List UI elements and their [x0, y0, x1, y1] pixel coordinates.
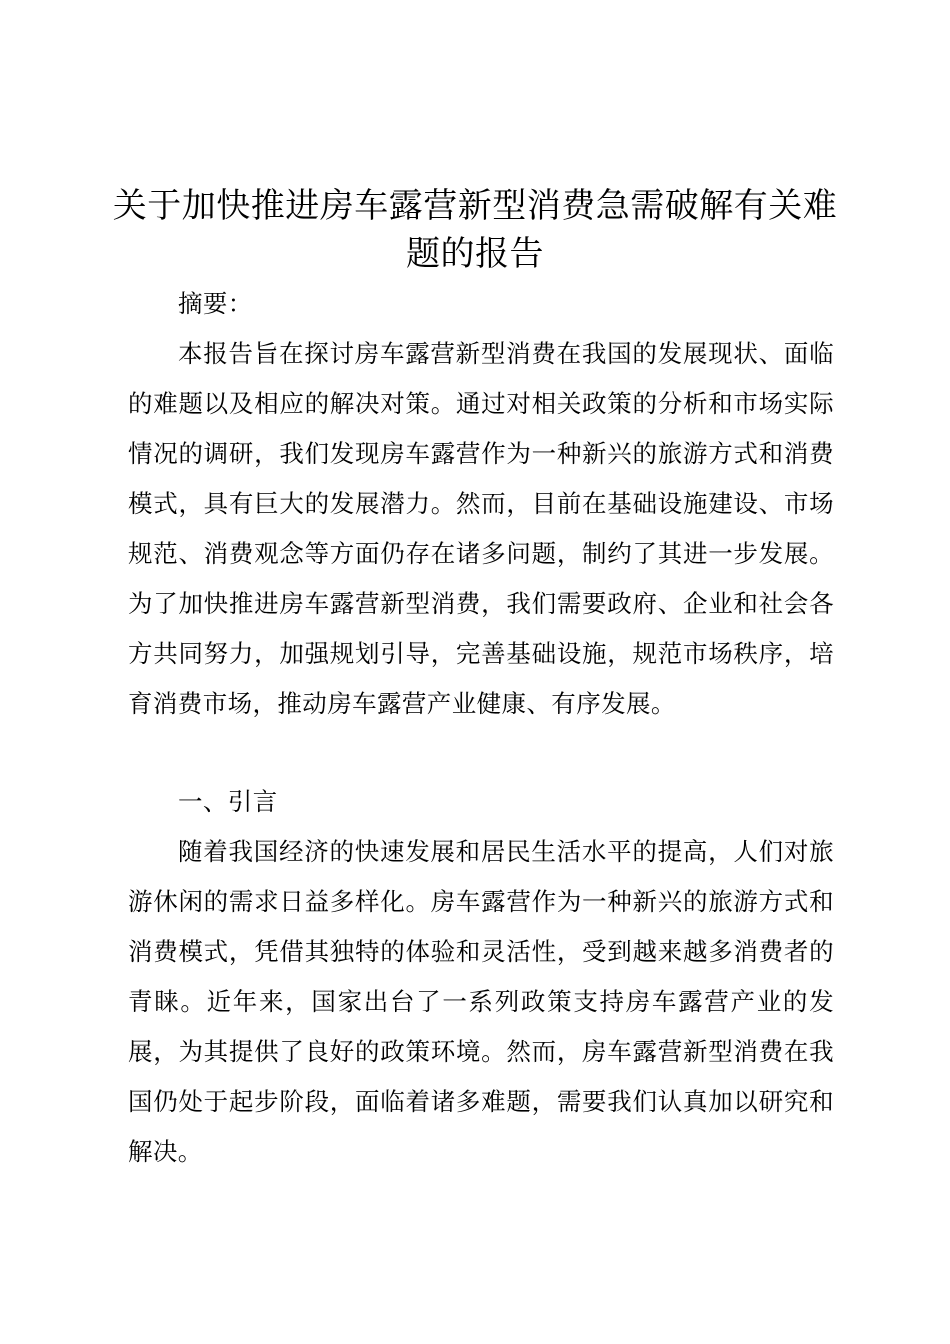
- abstract-label: 摘要：: [178, 289, 253, 318]
- introduction-paragraph: 随着我国经济的快速发展和居民生活水平的提高，人们对旅游休闲的需求日益多样化。房车露营作为一种新兴的旅游方式和消费模式，凭借其独特的体验和灵活性，受到越来越多消费者的青睐。近年来，国家出台了一系列政策支持房车露营产业的发展，为其提供了良好的政策环境。然而，房车露营新型消费在我国仍处于起步阶段，面临着诸多难题，需要我们认真加以研究和解决。: [128, 837, 834, 1166]
- document-title: 关于加快推进房车露营新型消费急需破解有关难题的报告: [112, 186, 838, 274]
- abstract-paragraph: 本报告旨在探讨房车露营新型消费在我国的发展现状、面临的难题以及相应的解决对策。通过对相关政策的分析和市场实际情况的调研，我们发现房车露营作为一种新兴的旅游方式和消费模式，具有巨大的发展潜力。然而，目前在基础设施建设、市场规范、消费观念等方面仍存在诸多问题，制约了其进一步发展。为了加快推进房车露营新型消费，我们需要政府、企业和社会各方共同努力，加强规划引导，完善基础设施，规范市场秩序，培育消费市场，推动房车露营产业健康、有序发展。: [128, 339, 834, 718]
- section-heading-introduction: 一、引言: [178, 787, 278, 816]
